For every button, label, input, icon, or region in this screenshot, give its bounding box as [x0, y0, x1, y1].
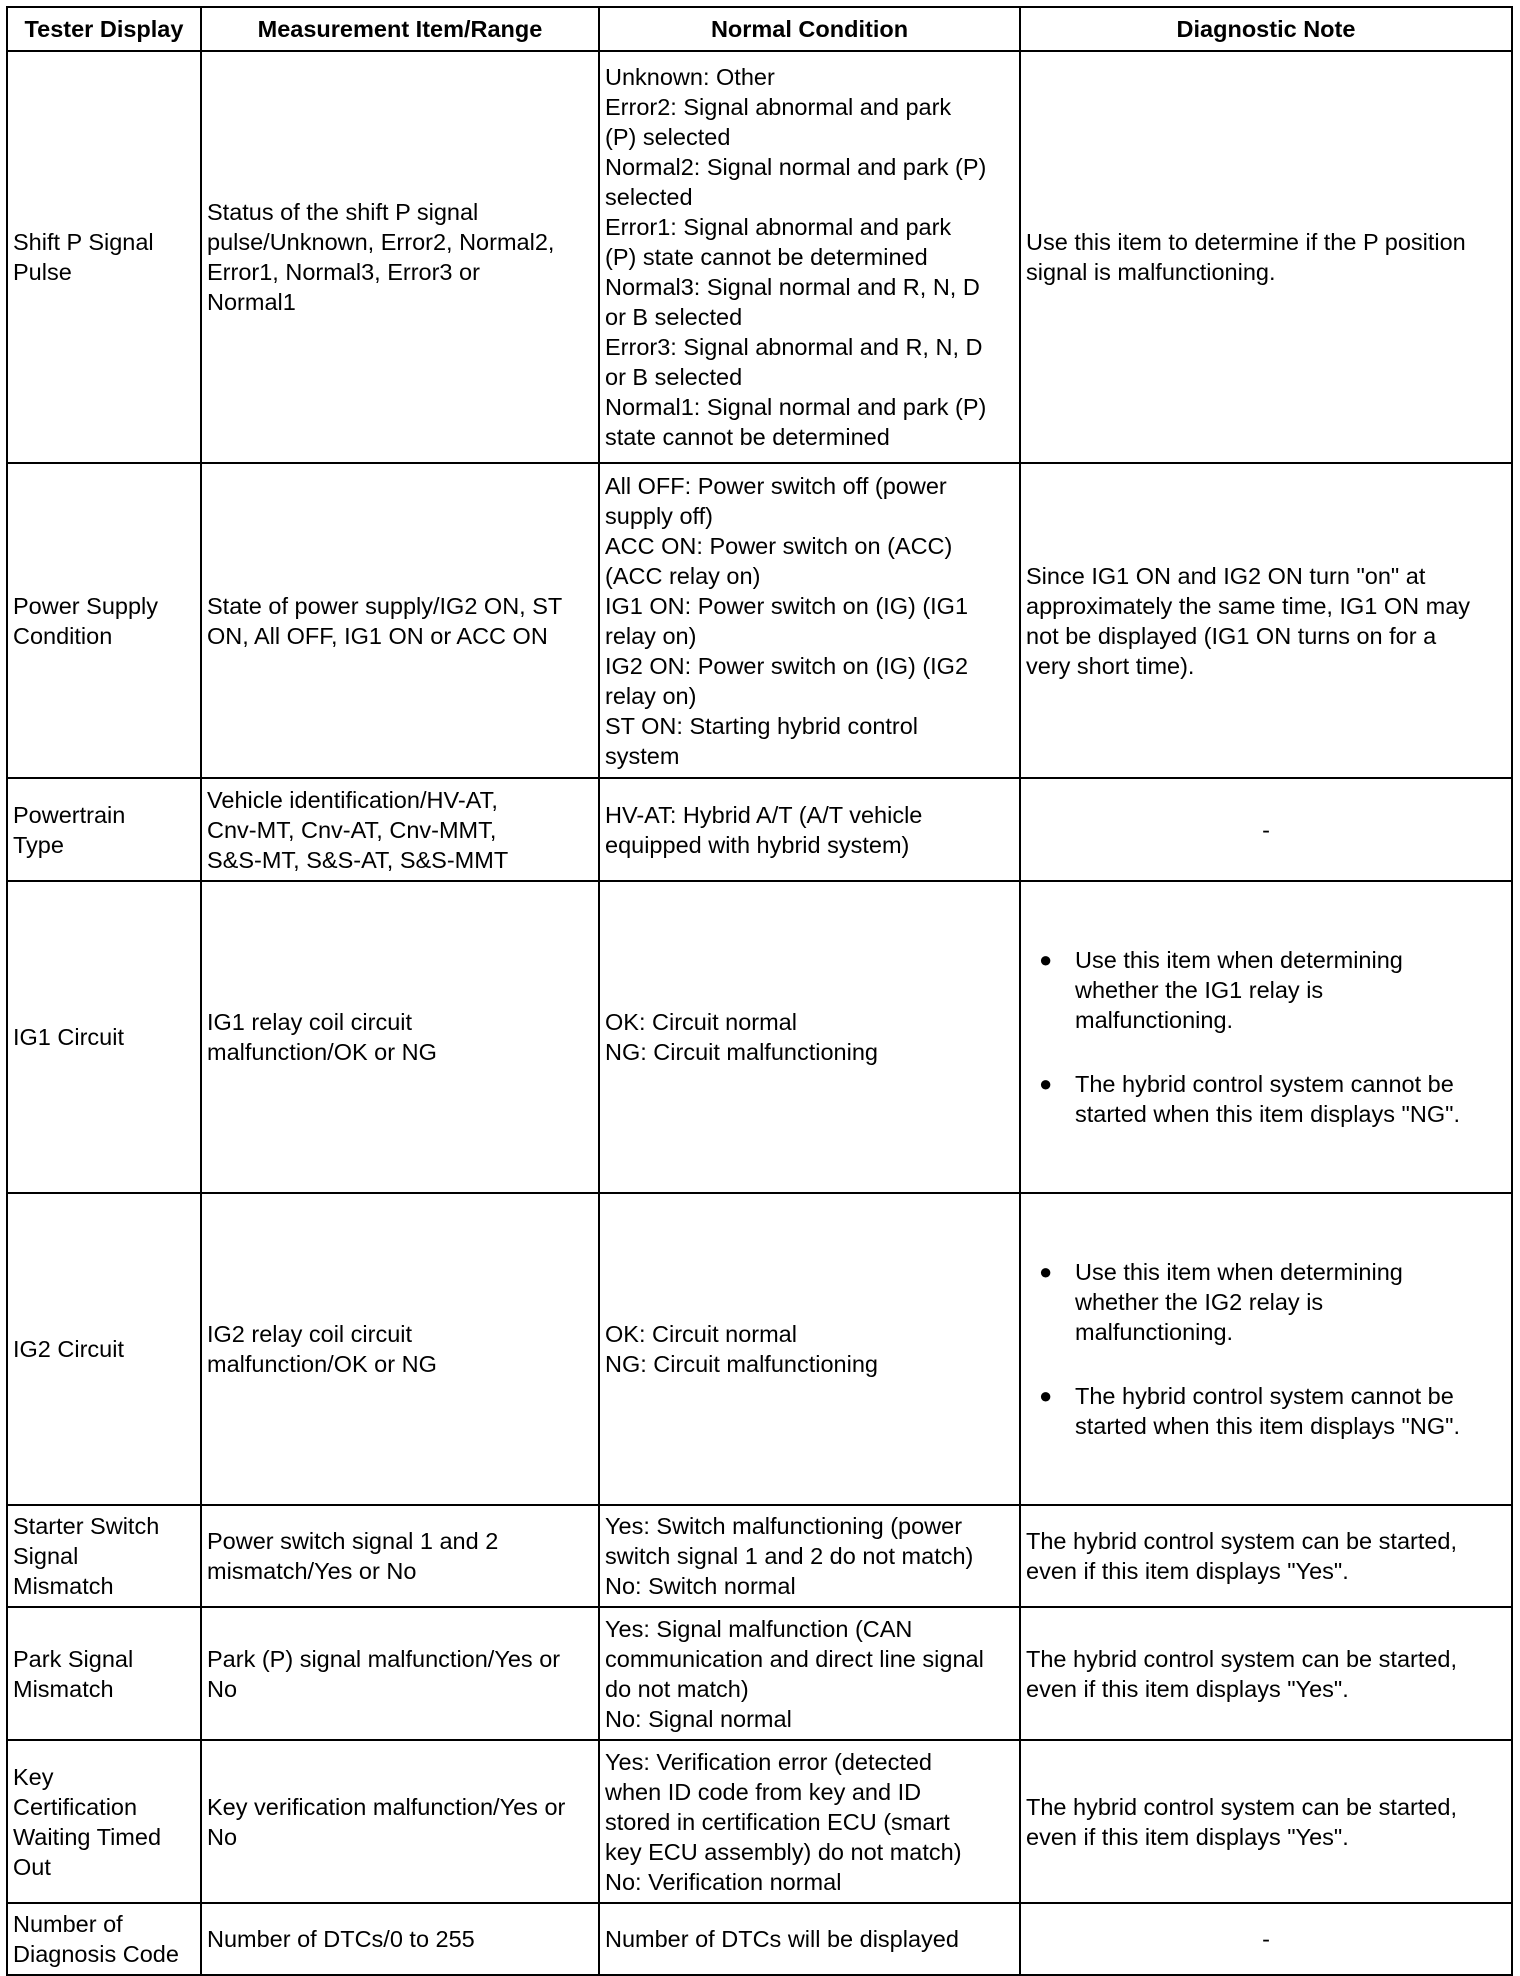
- diagnostic-note-cell: Since IG1 ON and IG2 ON turn "on" at approximately the same time, IG1 ON may not be displayed (IG1 ON turns on for a very short time).: [1020, 463, 1512, 778]
- measurement-item-cell: Power switch signal 1 and 2 mismatch/Yes or No: [201, 1505, 599, 1607]
- normal-condition-cell: Yes: Verification error (detected when ID code from key and ID stored in certification ECU (smart key ECU assembly) do not match) No: Verification normal: [599, 1740, 1020, 1903]
- diagnostic-note-cell: The hybrid control system can be started, even if this item displays "Yes".: [1020, 1505, 1512, 1607]
- normal-condition-cell: All OFF: Power switch off (power supply off) ACC ON: Power switch on (ACC) (ACC relay on) IG1 ON: Power switch on (IG) (IG1 relay on) IG2 ON: Power switch on (IG) (IG2 relay on) ST ON: Starting hybrid control system: [599, 463, 1020, 778]
- diagnostic-note-cell: The hybrid control system can be started, even if this item displays "Yes".: [1020, 1607, 1512, 1740]
- diagnostic-note-list: [1039, 913, 1506, 1161]
- header-diagnostic-note: Diagnostic Note: [1020, 7, 1512, 51]
- table-row: [7, 1903, 1512, 1975]
- table-row: [7, 1505, 1512, 1607]
- bullet-item: ● Use this item when determining whether the IG2 relay is malfunctioning.: [1039, 1257, 1506, 1347]
- tester-display-cell: IG2 Circuit: [7, 1193, 201, 1505]
- table-row: [7, 1607, 1512, 1740]
- tester-display-cell: Number of Diagnosis Code: [7, 1903, 201, 1975]
- normal-condition-cell: HV-AT: Hybrid A/T (A/T vehicle equipped with hybrid system): [599, 778, 1020, 881]
- tester-display-cell: Starter Switch Signal Mismatch: [7, 1505, 201, 1607]
- measurement-item-cell: Number of DTCs/0 to 255: [201, 1903, 599, 1975]
- table-row: [7, 1740, 1512, 1903]
- table-row: [7, 51, 1512, 463]
- table-row: [7, 463, 1512, 778]
- diagnostic-note-cell: [1020, 1193, 1512, 1505]
- measurement-item-cell: Status of the shift P signal pulse/Unknown, Error2, Normal2, Error1, Normal3, Error3 or Normal1: [201, 51, 599, 463]
- tester-display-cell: Powertrain Type: [7, 778, 201, 881]
- measurement-item-cell: Key verification malfunction/Yes or No: [201, 1740, 599, 1903]
- normal-condition-cell: Number of DTCs will be displayed: [599, 1903, 1020, 1975]
- normal-condition-cell: Yes: Signal malfunction (CAN communication and direct line signal do not match) No: Signal normal: [599, 1607, 1020, 1740]
- diagnostic-note-list: [1039, 1225, 1506, 1473]
- normal-condition-cell: OK: Circuit normal NG: Circuit malfunctioning: [599, 881, 1020, 1193]
- tester-display-cell: IG1 Circuit: [7, 881, 201, 1193]
- table-row: [7, 778, 1512, 881]
- diagnostic-note-cell: -: [1020, 778, 1512, 881]
- table-row: [7, 881, 1512, 1193]
- tester-display-cell: Shift P Signal Pulse: [7, 51, 201, 463]
- normal-condition-cell: OK: Circuit normal NG: Circuit malfunctioning: [599, 1193, 1020, 1505]
- table-row: [7, 1193, 1512, 1505]
- header-tester-display: Tester Display: [7, 7, 201, 51]
- normal-condition-cell: Unknown: Other Error2: Signal abnormal and park (P) selected Normal2: Signal normal and park (P) selected Error1: Signal abnormal and park (P) state cannot be determined Normal3: Signal normal and R, N, D or B selected Error3: Signal abnormal and R, N, D or B selected Normal1: Signal normal and park (P) state cannot be determined: [599, 51, 1020, 463]
- diagnostic-note-cell: [1020, 881, 1512, 1193]
- bullet-item: ● The hybrid control system cannot be started when this item displays "NG".: [1039, 1069, 1506, 1129]
- diagnostic-note-cell: -: [1020, 1903, 1512, 1975]
- header-measurement-item: Measurement Item/Range: [201, 7, 599, 51]
- tester-display-cell: Power Supply Condition: [7, 463, 201, 778]
- measurement-item-cell: IG1 relay coil circuit malfunction/OK or NG: [201, 881, 599, 1193]
- header-row: [7, 7, 1512, 51]
- diagnostic-note-cell: Use this item to determine if the P position signal is malfunctioning.: [1020, 51, 1512, 463]
- tester-display-cell: Key Certification Waiting Timed Out: [7, 1740, 201, 1903]
- measurement-item-cell: IG2 relay coil circuit malfunction/OK or NG: [201, 1193, 599, 1505]
- bullet-item: ● The hybrid control system cannot be started when this item displays "NG".: [1039, 1381, 1506, 1441]
- data-list-table: [6, 6, 1513, 1976]
- measurement-item-cell: Park (P) signal malfunction/Yes or No: [201, 1607, 599, 1740]
- diagnostic-note-cell: The hybrid control system can be started, even if this item displays "Yes".: [1020, 1740, 1512, 1903]
- normal-condition-cell: Yes: Switch malfunctioning (power switch signal 1 and 2 do not match) No: Switch normal: [599, 1505, 1020, 1607]
- header-normal-condition: Normal Condition: [599, 7, 1020, 51]
- measurement-item-cell: Vehicle identification/HV-AT, Cnv-MT, Cnv-AT, Cnv-MMT, S&S-MT, S&S-AT, S&S-MMT: [201, 778, 599, 881]
- measurement-item-cell: State of power supply/IG2 ON, ST ON, All OFF, IG1 ON or ACC ON: [201, 463, 599, 778]
- tester-display-cell: Park Signal Mismatch: [7, 1607, 201, 1740]
- bullet-item: ● Use this item when determining whether the IG1 relay is malfunctioning.: [1039, 945, 1506, 1035]
